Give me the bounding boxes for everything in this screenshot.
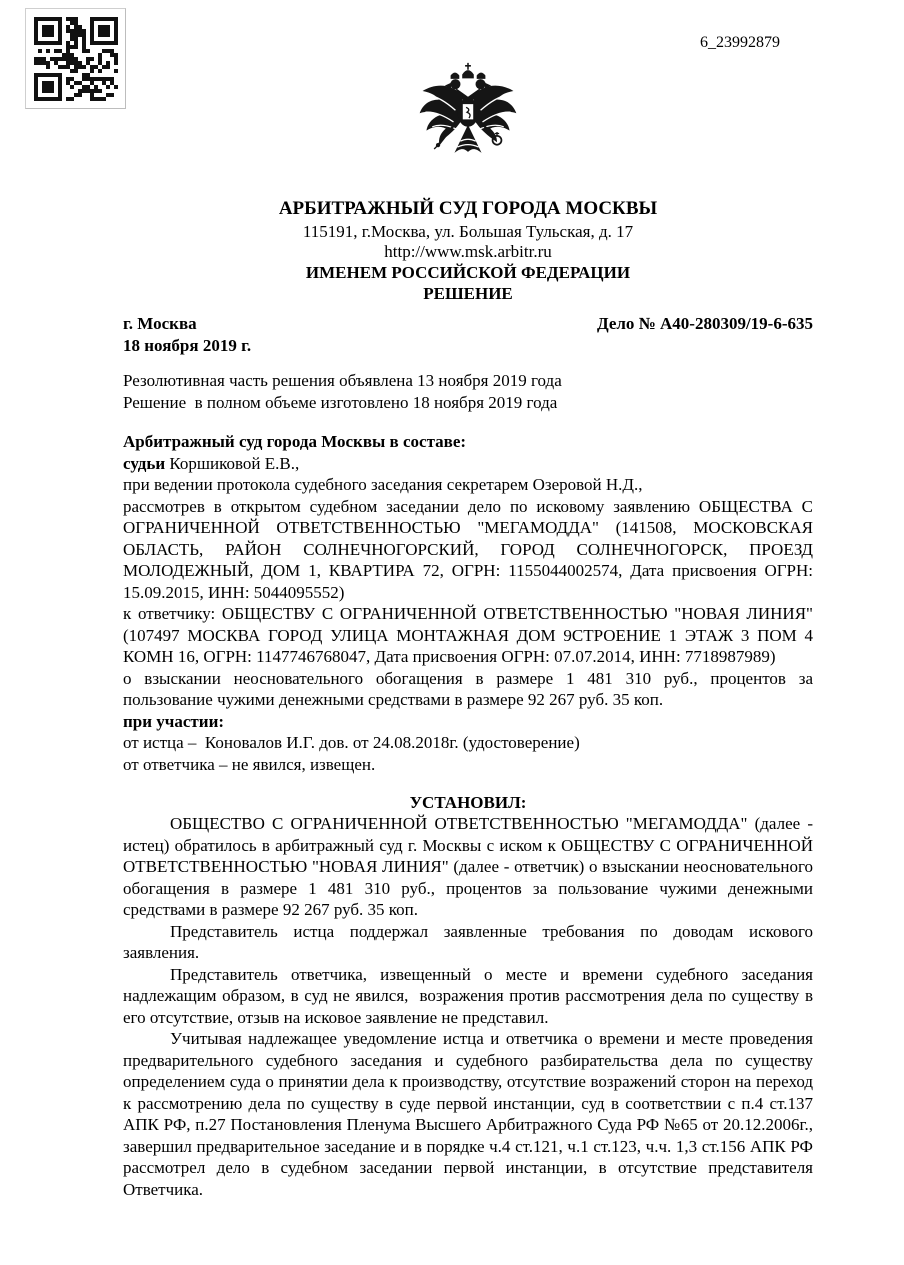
case-review-paragraph: рассмотрев в открытом судебном заседании дело по исковому заявлению ОБЩЕСТВА С ОГРАНИЧЕННОЙ ОТВЕТСТВЕННОСТЬЮ "МЕГАМОДДА" (141508, МОСКОВСКАЯ ОБЛАСТЬ, РАЙОН СОЛНЕЧНОГОРСКИЙ, ГОРОД СОЛНЕЧНОГОРСК, ПРОЕЗД МОЛОДЕЖНЫЙ, ДОМ 1, КВАРТИРА 72, ОГРН: 1155044002574, Дата присвоения ОГРН: 15.09.2015, ИНН: 5044095552) <box>123 496 818 602</box>
findings-paragraph-1: ОБЩЕСТВО С ОГРАНИЧЕННОЙ ОТВЕТСТВЕННОСТЬЮ "МЕГАМОДДА" (далее - истец) обратилось в арбитражный суд г. Москвы с иском к ОБЩЕСТВУ С ОГРАНИЧЕННОЙ ОТВЕТСТВЕННОСТЬЮ "НОВАЯ ЛИНИЯ" (далее - ответчик) о взыскании неосновательного обогащения в размере 1 481 310 руб., процентов за пользование чужими денежными средствами в размере 92 267 руб. 35 коп. <box>123 814 818 919</box>
findings-paragraph-3: Представитель ответчика, извещенный о месте и времени судебного заседания надлежащим образом, в суд не явился, возражения против рассмотрения дела по существу в его отсутствие, отзыв на исковое заявление не представил. <box>123 964 818 1027</box>
court-address: 115191, г.Москва, ул. Большая Тульская, д. 17 <box>302 222 634 241</box>
qr-code-icon <box>34 17 118 101</box>
operative-part-line: Резолютивная часть решения объявлена 13 ноября 2019 года <box>123 371 562 390</box>
claim-subject-paragraph: о взыскании неосновательного обогащения в размере 1 481 310 руб., процентов за пользование чужими денежными средствами в размере 92 267 руб. 35 коп. <box>123 668 818 709</box>
defendant-paragraph: к ответчику: ОБЩЕСТВУ С ОГРАНИЧЕННОЙ ОТВЕТСТВЕННОСТЬЮ "НОВАЯ ЛИНИЯ" (107497 МОСКВА ГОРОД УЛИЦА МОНТАЖНАЯ ДОМ 9СТРОЕНИЕ 1 ЭТАЖ 3 ПОМ 4 КОМН 16, ОГРН: 1147746768047, Дата присвоения ОГРН: 07.07.2014, ИНН: 7718987989) <box>123 604 818 666</box>
judge-label: судьи <box>123 453 170 473</box>
judge-line <box>123 453 813 475</box>
plaintiff-representative-line: от истца – Коновалов И.Г. дов. от 24.08.2018г. (удостоверение) <box>123 733 580 752</box>
court-composition-intro: Арбитражный суд города Москвы в составе: <box>123 432 467 451</box>
secretary-line: при ведении протокола судебного заседания секретарем Озеровой Н.Д., <box>123 475 643 494</box>
judge-name: Коршиковой Е.В., <box>169 453 300 473</box>
in-name-of-line: ИМЕНЕМ РОССИЙСКОЙ ФЕДЕРАЦИИ <box>305 263 631 282</box>
qr-card <box>25 8 126 109</box>
defendant-representative-line: от ответчика – не явился, извещен. <box>123 754 376 774</box>
case-row <box>123 313 813 335</box>
document-body <box>123 196 818 1200</box>
court-website: http://www.msk.arbitr.ru <box>384 242 552 261</box>
findings-paragraph-2: Представитель истца поддержал заявленные требования по доводам искового заявления. <box>123 921 818 962</box>
case-number: Дело № А40-280309/19-6-635 <box>596 314 813 333</box>
participants-label: при участии: <box>123 711 225 731</box>
document-type-heading: РЕШЕНИЕ <box>423 284 513 303</box>
emblem-container <box>123 60 813 183</box>
established-heading: УСТАНОВИЛ: <box>409 793 527 812</box>
city-label: г. Москва <box>123 314 197 333</box>
coat-of-arms-icon <box>410 60 526 178</box>
full-volume-line: Решение в полном объеме изготовлено 18 ноября 2019 года <box>123 392 558 412</box>
document-number: 6_23992879 <box>700 34 780 51</box>
decision-date: 18 ноября 2019 г. <box>123 335 252 355</box>
findings-paragraph-4: Учитывая надлежащее уведомление истца и ответчика о времени и месте проведения предварительного судебного заседания и судебного разбирательства дела по существу определением суда о принятии дела к производству, отсутствие возражений сторон на переход к рассмотрению дела по существу в суде первой инстанции, суд в соответствии с п.4 ст.137 АПК РФ, п.27 Постановления Пленума Высшего Арбитражного Суда РФ №65 от 20.12.2006г., завершил предварительное заседание и в порядке ч.4 ст.121, ч.1 ст.123, ч.ч. 1,3 ст.156 АПК РФ рассмотрел дело в судебном заседании первой инстанции, в отсутствие представителя Ответчика. <box>123 1029 818 1199</box>
court-name: АРБИТРАЖНЫЙ СУД ГОРОДА МОСКВЫ <box>278 198 658 219</box>
